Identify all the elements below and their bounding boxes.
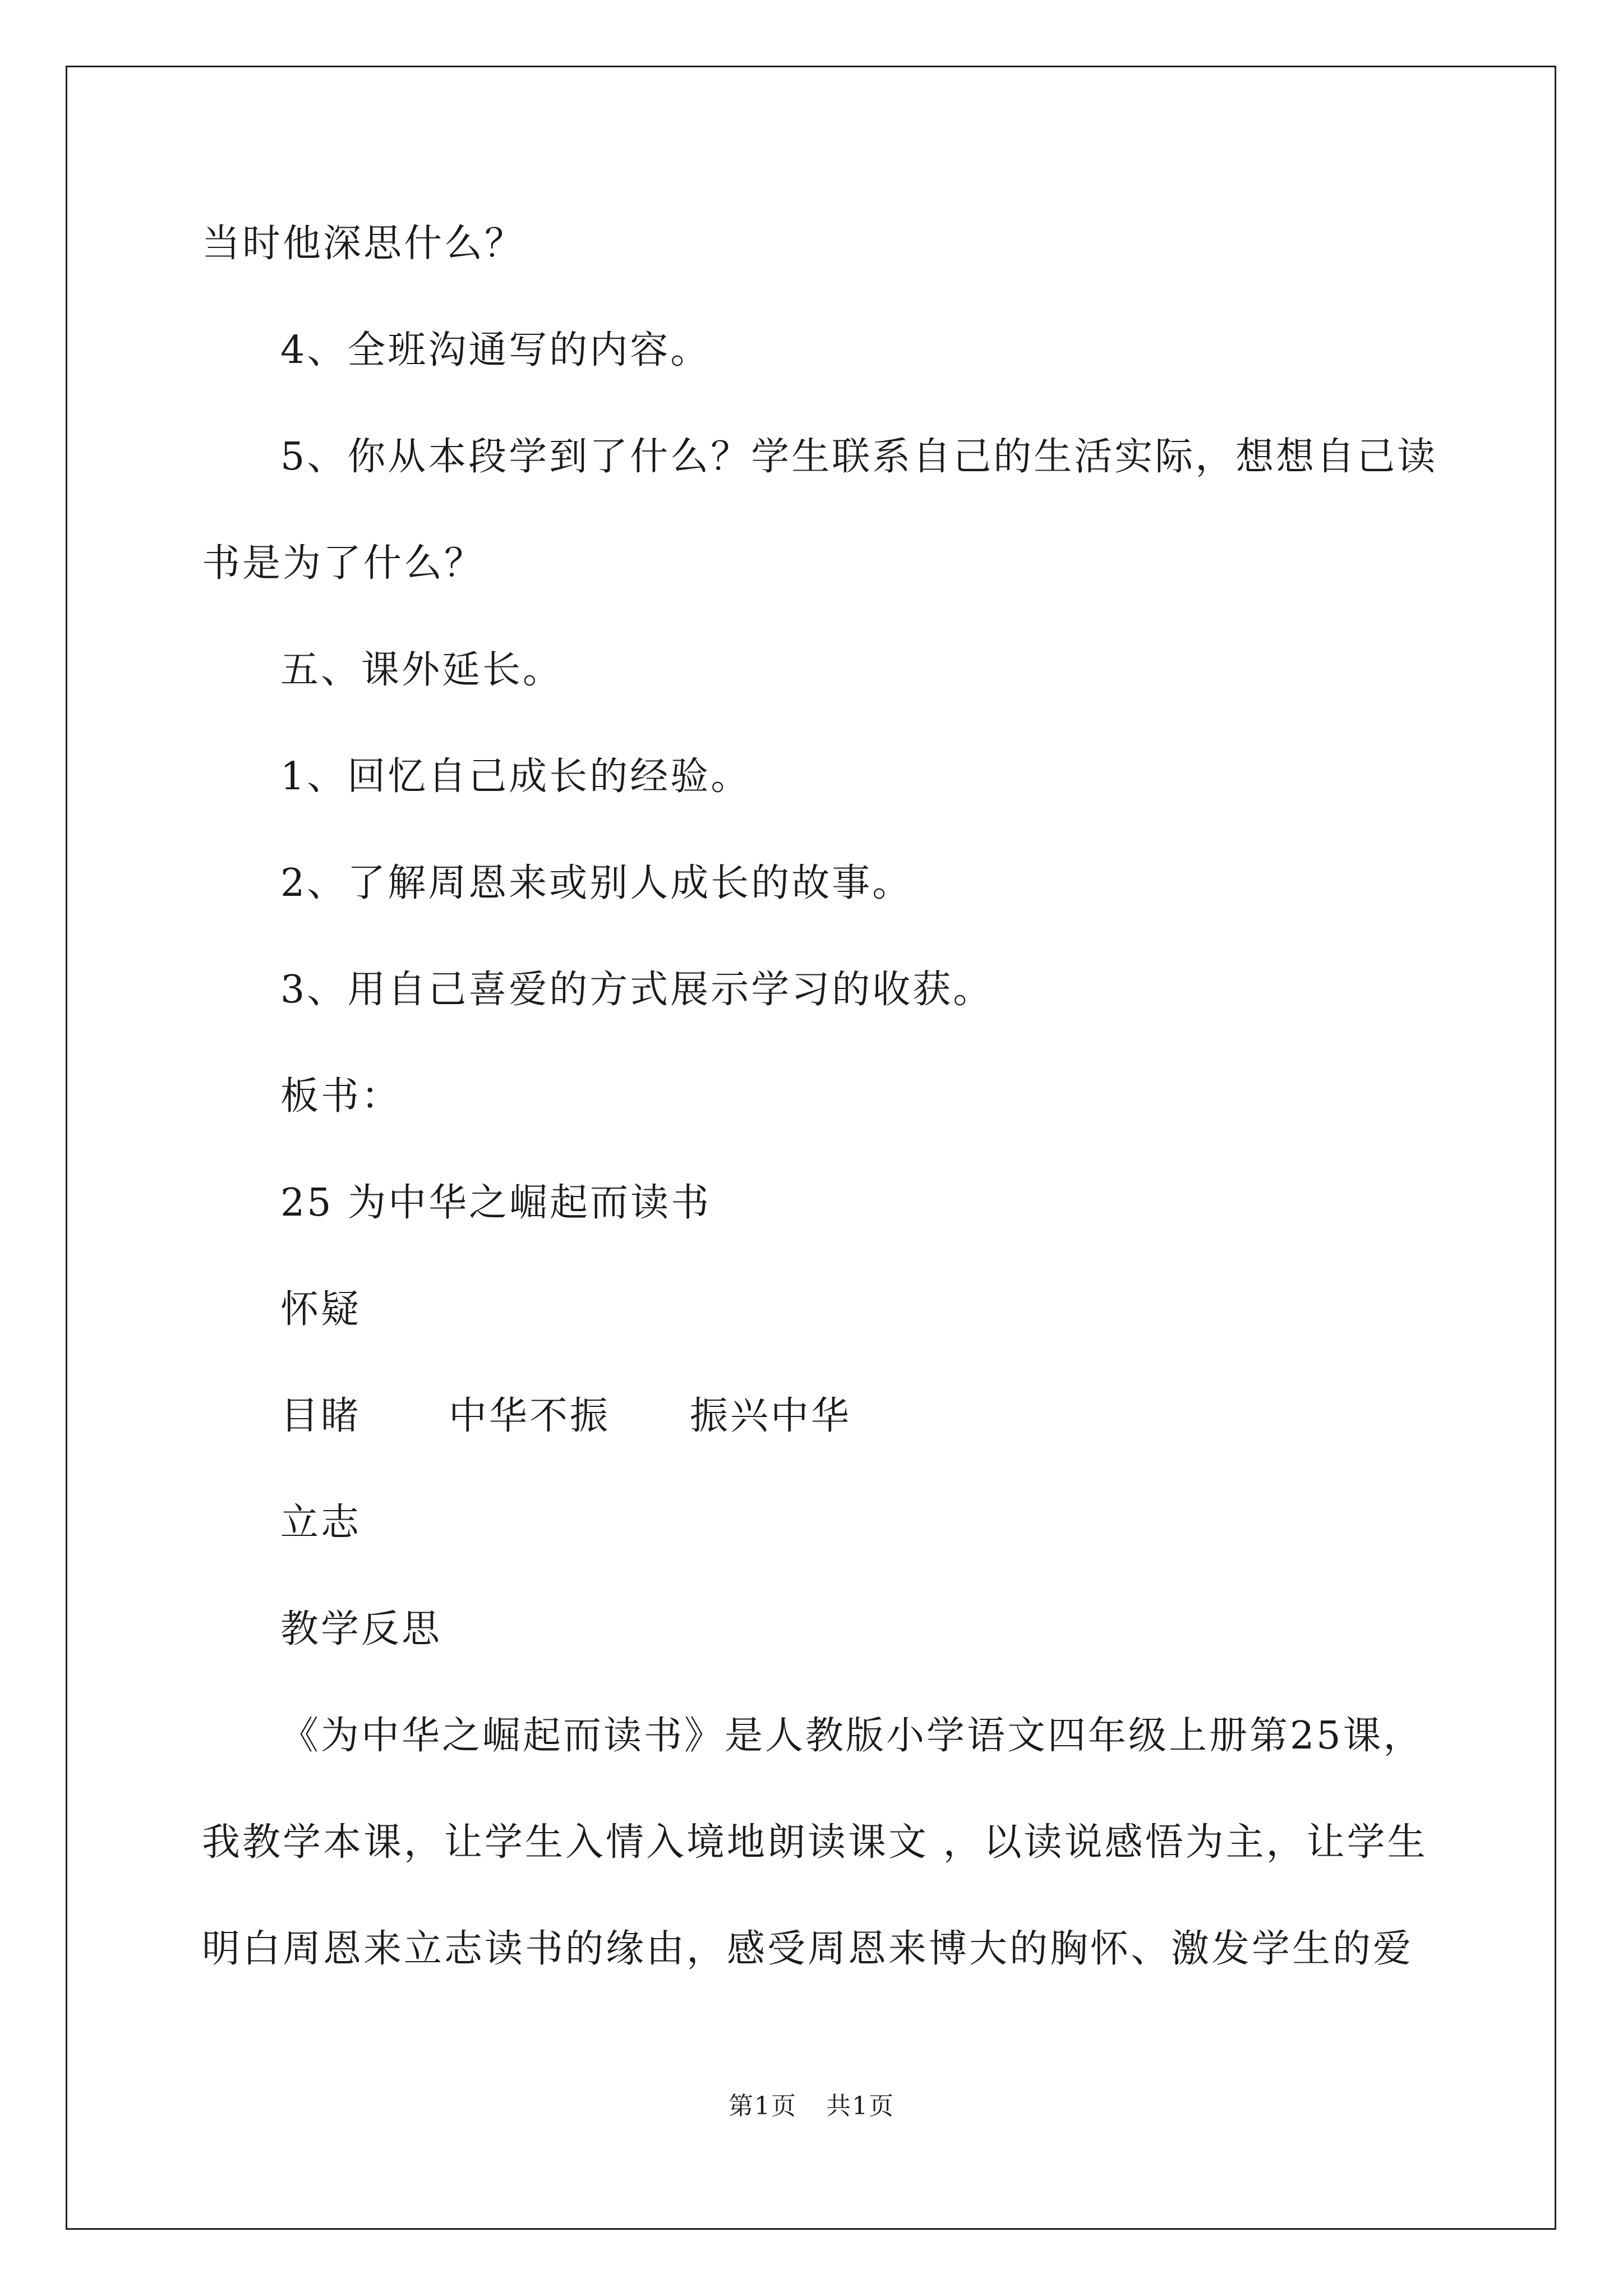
text-line: 3、用自己喜爱的方式展示学习的收获。 — [280, 968, 994, 1012]
document-body — [202, 216, 1464, 2028]
text-line: 我教学本课，让学生入情入境地朗读课文 ，以读说感悟为主，让学生 — [202, 1820, 1428, 1865]
text-line: 5、你从本段学到了什么？学生联系自己的生活实际，想想自己读 — [280, 435, 1438, 479]
section-heading: 五、课外延长。 — [280, 648, 564, 692]
page-footer — [0, 2090, 1623, 2123]
text-line: 书是为了什么？ — [202, 541, 485, 586]
page-total: 共1页 — [826, 2092, 895, 2120]
text-line: 《为中华之崛起而读书》是人教版小学语文四年级上册第25课， — [280, 1714, 1424, 1758]
board-item: 立志 — [280, 1501, 362, 1545]
page-number: 第1页 — [728, 2092, 797, 2120]
text-line: 1、回忆自己成长的经验。 — [280, 754, 751, 799]
board-item: 目睹 — [280, 1394, 362, 1438]
text-line: 2、了解周恩来或别人成长的故事。 — [280, 861, 913, 905]
board-item: 怀疑 — [280, 1287, 362, 1332]
text-line: 明白周恩来立志读书的缘由，感受周恩来博大的胸怀、激发学生的爱 — [202, 1927, 1414, 1971]
board-item: 中华不振 — [449, 1394, 611, 1438]
text-line: 当时他深思什么？ — [202, 222, 525, 266]
board-label: 板书： — [280, 1074, 402, 1119]
board-item: 振兴中华 — [690, 1394, 852, 1438]
board-title: 25 为中华之崛起而读书 — [280, 1181, 712, 1225]
text-line: 4、全班沟通写的内容。 — [280, 328, 711, 372]
board-row — [202, 1388, 1464, 1444]
section-heading: 教学反思 — [280, 1607, 442, 1651]
